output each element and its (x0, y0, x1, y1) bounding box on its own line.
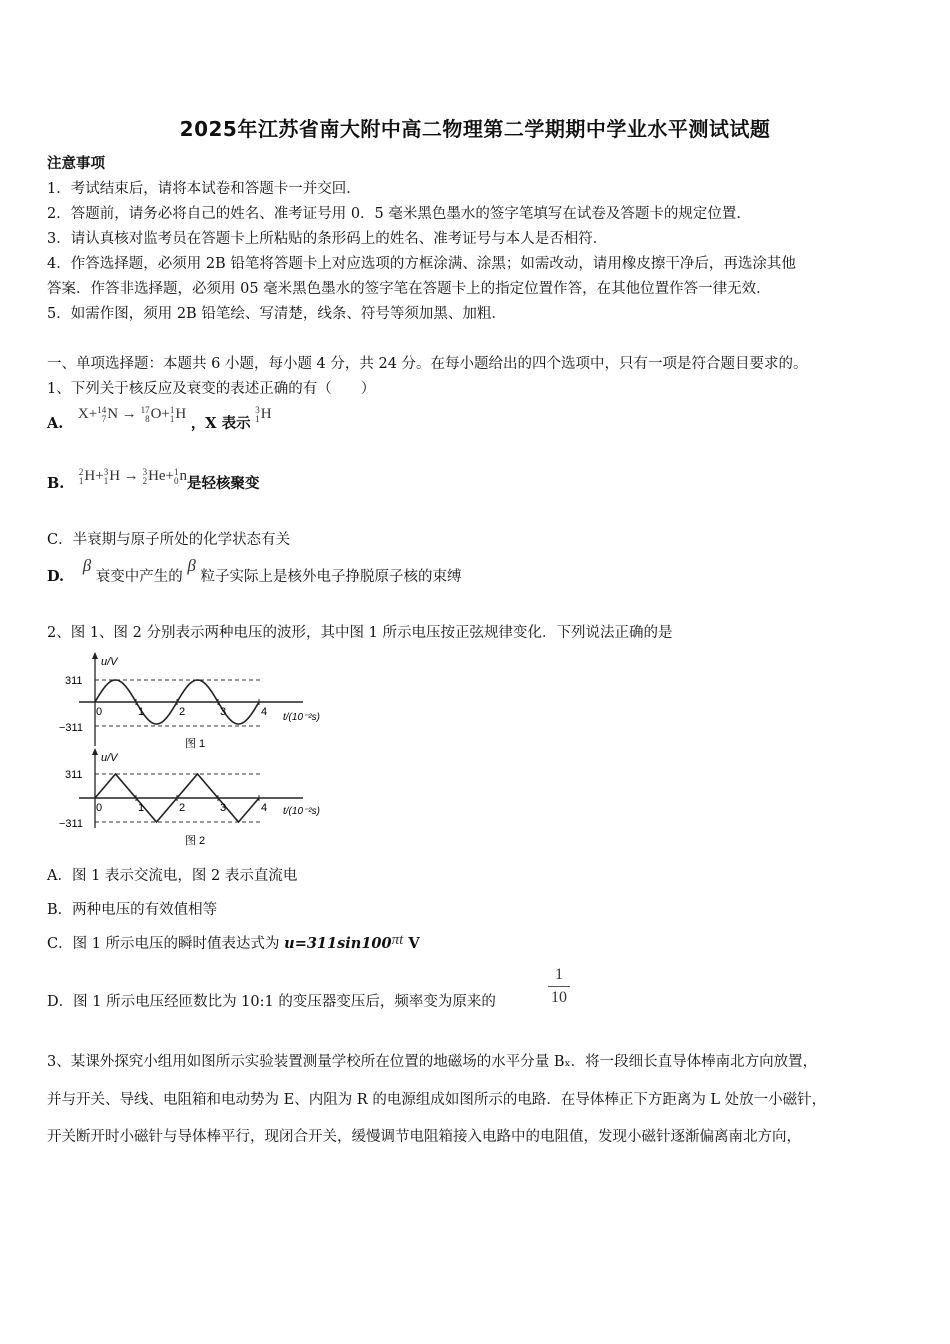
fig1-ymax: 311 (65, 675, 83, 687)
figure-1-chart (55, 650, 340, 750)
beta-symbol: β (82, 556, 92, 575)
fig2-ymin: −311 (59, 818, 83, 830)
notice-heading: 注意事项 (47, 155, 105, 172)
q1-a-nuclide: 3 1H (255, 404, 272, 424)
q1-option-b[interactable] (47, 466, 260, 494)
q1-option-a[interactable] (47, 404, 272, 434)
x-tick-label: 4 (261, 802, 268, 814)
q1-d-suffix: 粒子实际上是核外电子挣脱原子核的束缚 (200, 569, 462, 585)
q3-line-1: 3、某课外探究小组用如图所示实验装置测量学校所在位置的地磁场的水平分量 Bₓ．将一段细长直导体棒南北方向放置， (47, 1054, 818, 1070)
x-tick-label: 1 (138, 802, 145, 814)
q1-a-suffix: ，X 表示 (190, 415, 251, 432)
q2-option-b[interactable]: B．两种电压的有效值相等 (47, 902, 218, 918)
q2-stem: 2、图 1、图 2 分别表示两种电压的波形，其中图 1 所示电压按正弦规律变化．下列说法正确的是 (47, 625, 673, 641)
notice-item-4-cont: 答案．作答非选择题，必须用 05 毫米黑色墨水的签字笔在答题卡上的指定位置作答，在其他位置作答一律无效． (47, 281, 771, 297)
x-tick-label: 3 (220, 802, 227, 814)
notice-item-3: 3．请认真核对监考员在答题卡上所粘贴的条形码上的姓名、准考证号与本人是否相符． (47, 231, 608, 247)
x-tick-label: 1 (138, 706, 145, 718)
q2-option-d[interactable]: D．图 1 所示电压经匝数比为 10:1 的变压器变压后，频率变为原来的 (47, 994, 496, 1010)
q1-a-equation: X+14 7N → 17 8O+1 1H (77, 404, 187, 424)
fig1-ymin: −311 (59, 722, 83, 734)
q1-option-d[interactable] (47, 556, 462, 586)
q1-stem: 1、下列关于核反应及衰变的表述正确的有（ ） (47, 381, 376, 397)
q1-option-c[interactable]: C．半衰期与原子所处的化学状态有关 (47, 532, 291, 548)
fig1-xlabel: t/(10⁻²s) (283, 712, 320, 723)
notice-item-5: 5．如需作图，须用 2B 铅笔绘、写清楚，线条、符号等须加黑、加粗． (47, 306, 506, 322)
q3-line-2: 并与开关、导线、电阻箱和电动势为 E、内阻为 R 的电源组成如图所示的电路．在导体棒正下方距离为 L 处放一小磁针， (47, 1092, 827, 1108)
q3-line-3: 开关断开时小磁针与导体棒平行，现闭合开关，缓慢调节电阻箱接入电路中的电阻值，发现小磁针逐渐偏离南北方向， (47, 1129, 801, 1145)
x-tick-label: 3 (220, 706, 227, 718)
fig2-ylabel: u/V (101, 752, 118, 764)
fig1-caption: 图 1 (185, 738, 206, 750)
notice-item-1: 1．考试结束后，请将本试卷和答题卡一并交回． (47, 181, 361, 197)
q1-d-mid: 衰变中产生的 (95, 569, 183, 585)
x-tick-label: 2 (179, 706, 186, 718)
x-tick-label: 0 (96, 706, 103, 718)
fraction-denominator: 10 (551, 989, 567, 1006)
fig2-xlabel: t/(10⁻²s) (283, 806, 320, 817)
fig2-ymax: 311 (65, 769, 83, 781)
q2-c-pi: πt (391, 932, 404, 948)
fig2-caption: 图 2 (185, 835, 206, 847)
notice-item-2: 2．答题前，请务必将自己的姓名、准考证号用 0．5 毫米黑色墨水的签字笔填写在试卷及答题卡的规定位置． (47, 206, 751, 222)
q2-c-unit: V (403, 935, 420, 952)
fig1-ylabel: u/V (101, 656, 118, 668)
x-tick-label: 4 (261, 706, 268, 718)
option-d-label: D. (47, 568, 65, 585)
notice-item-4: 4．作答选择题，必须用 2B 铅笔将答题卡上对应选项的方框涂满、涂黑；如需改动，请用橡皮擦干净后，再选涂其他 (47, 256, 796, 272)
q1-b-equation: 2 1H+3 1H → 3 2He+1 0n (78, 466, 188, 486)
q1-b-suffix: 是轻核聚变 (187, 475, 260, 492)
fraction-numerator: 1 (548, 966, 570, 987)
section-heading: 一、单项选择题：本题共 6 小题，每小题 4 分，共 24 分。在每小题给出的四个选项中，只有一项是符合题目要求的。 (47, 356, 808, 372)
q2-c-expr: u=311sin100 (284, 935, 392, 952)
q2-option-a[interactable]: A．图 1 表示交流电，图 2 表示直流电 (47, 868, 298, 884)
option-a-label: A. (47, 415, 64, 432)
q2-option-c[interactable] (47, 932, 420, 953)
x-tick-label: 2 (179, 802, 186, 814)
x-tick-label: 0 (96, 802, 103, 814)
figure-2-chart (55, 748, 340, 848)
option-b-label: B. (47, 475, 65, 492)
q2-d-fraction (548, 966, 570, 1007)
page-title: 2025年江苏省南大附中高二物理第二学期期中学业水平测试试题 (179, 117, 771, 141)
q2-c-prefix: C．图 1 所示电压的瞬时值表达式为 (47, 936, 285, 952)
beta-symbol-2: β (187, 556, 196, 575)
